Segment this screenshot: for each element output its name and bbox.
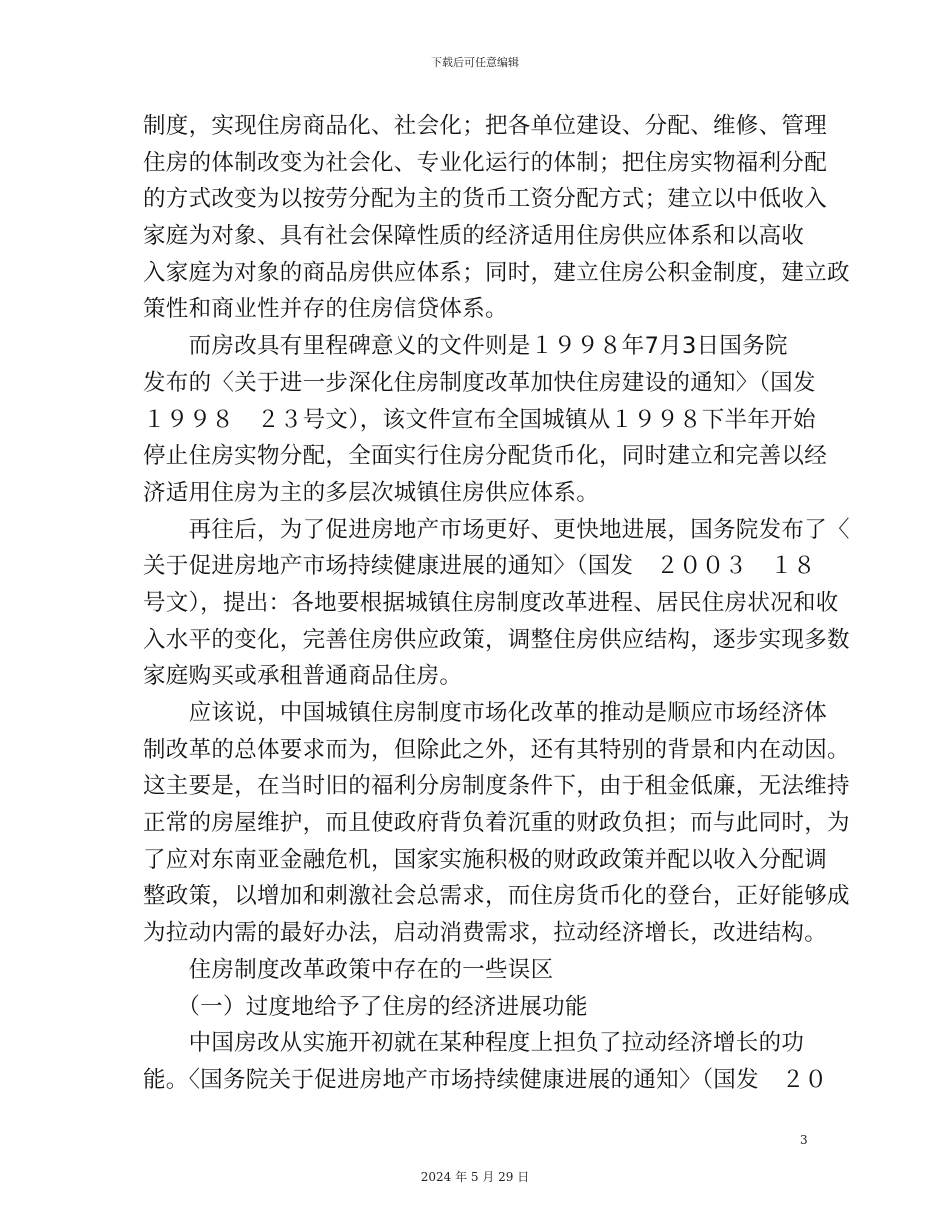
document-body (143, 108, 850, 1099)
body-line: 的方式改变为以按劳分配为主的货币工资分配方式；建立以中低收入 (143, 186, 828, 213)
body-line: １９９８ ２３号文），该文件宣布全国城镇从１９９８下半年开始 (143, 406, 816, 433)
body-line: 策性和商业性并存的住房信贷体系。 (143, 296, 508, 323)
body-line: 为拉动内需的最好办法，启动消费需求，拉动经济增长，改进结构。 (143, 920, 828, 947)
body-line: 制度，实现住房商品化、社会化；把各单位建设、分配、维修、管理 (143, 113, 828, 139)
page-footer-date: 2024 年 5 月 29 日 (420, 1170, 530, 1184)
body-line: 制改革的总体要求而为，但除此之外，还有其特别的背景和内在动因。 (143, 736, 850, 763)
body-line: 能。〈国务院关于促进房地产市场持续健康进展的通知〉（国发 ２０ (143, 1066, 828, 1093)
body-line: 家庭为对象、具有社会保障性质的经济适用住房供应体系和以高收 (143, 223, 805, 250)
body-line: 中国房改从实施开初就在某种程度上担负了拉动经济增长的功 (143, 1030, 805, 1057)
subsection-heading: （一）过度地给予了住房的经济进展功能 (143, 993, 588, 1020)
section-heading: 住房制度改革政策中存在的一些误区 (143, 956, 554, 983)
body-line: 再往后，为了促进房地产市场更好、更快地进展，国务院发布了〈 (143, 516, 850, 543)
page-header: 下载后可任意编辑 (431, 56, 519, 69)
body-line: 家庭购买或承租普通商品住房。 (143, 663, 463, 690)
body-line: 济适用住房为主的多层次城镇住房供应体系。 (143, 479, 600, 506)
body-line: 入家庭为对象的商品房供应体系；同时，建立住房公积金制度，建立政 (143, 259, 850, 286)
body-line: 发布的〈关于进一步深化住房制度改革加快住房建设的通知〉（国发 (143, 369, 816, 396)
body-line: 了应对东南亚金融危机，国家实施积极的财政政策并配以收入分配调 (143, 846, 828, 873)
body-line: 关于促进房地产市场持续健康进展的通知〉（国发 ２００３ １８ (143, 553, 816, 580)
body-line: 住房的体制改变为社会化、专业化运行的体制；把住房实物福利分配 (143, 149, 828, 176)
body-line: 入水平的变化，完善住房供应政策，调整住房供应结构，逐步实现多数 (143, 626, 850, 653)
body-line: 整政策，以增加和刺激社会总需求，而住房货币化的登台，正好能够成 (143, 883, 850, 910)
body-line: 这主要是，在当时旧的福利分房制度条件下，由于租金低廉，无法维持 (143, 773, 850, 800)
page-number: 3 (800, 1133, 808, 1147)
body-line: 停止住房实物分配，全面实行住房分配货币化，同时建立和完善以经 (143, 443, 828, 470)
body-line: 正常的房屋维护，而且使政府背负着沉重的财政负担；而与此同时，为 (143, 810, 850, 837)
body-line: 号文），提出：各地要根据城镇住房制度改革进程、居民住房状况和收 (143, 589, 839, 616)
body-line: 应该说，中国城镇住房制度市场化改革的推动是顺应市场经济体 (143, 700, 828, 726)
body-line: 而房改具有里程碑意义的文件则是１９９８年7月3日国务院 (143, 333, 788, 360)
